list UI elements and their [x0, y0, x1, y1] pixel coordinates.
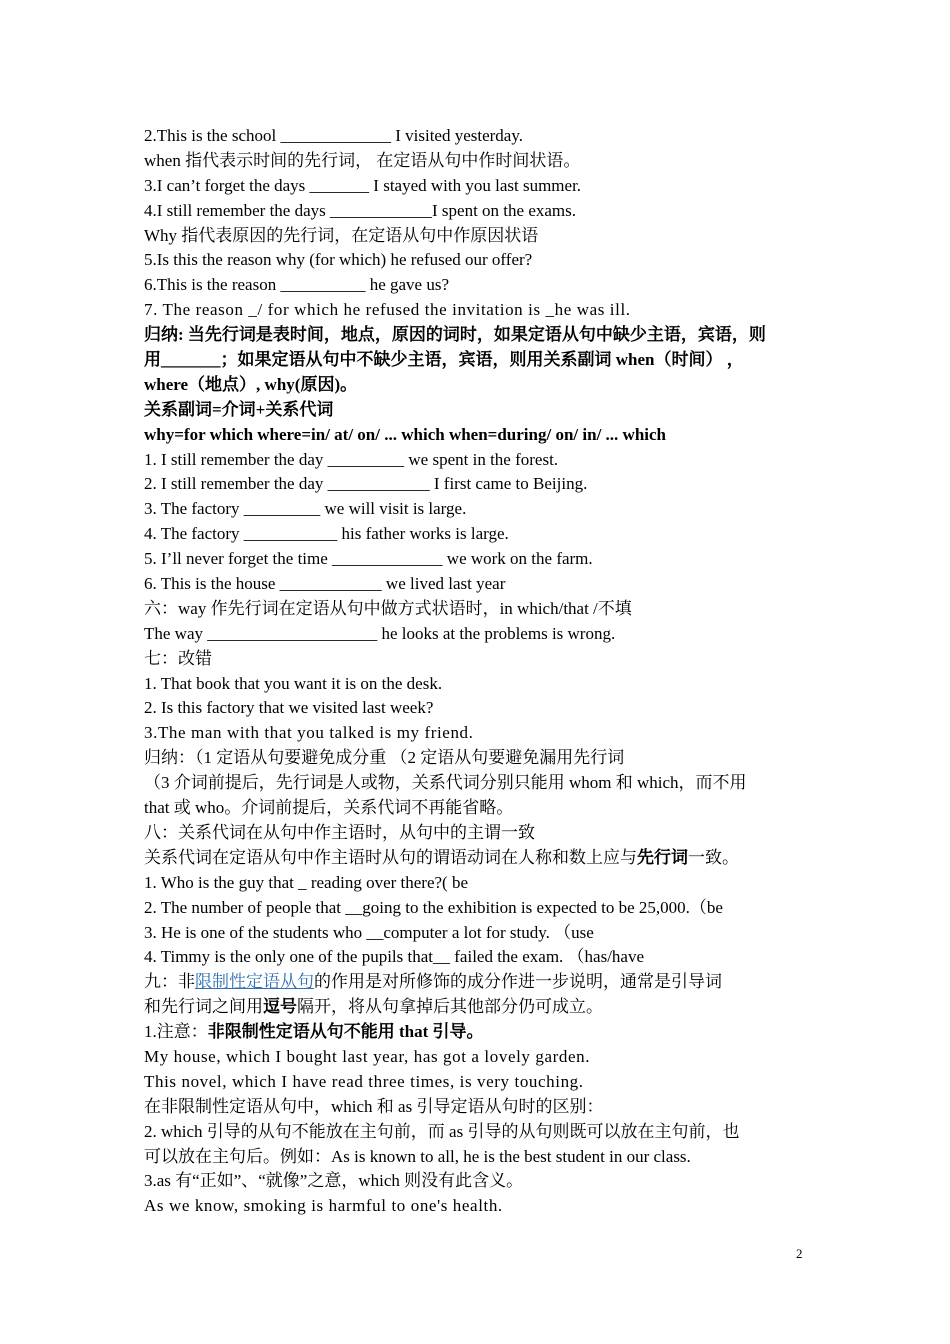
page-number: 2: [796, 1246, 803, 1261]
exercise-line: 6. This is the house ____________ we lived last year: [144, 574, 506, 594]
summary-line: 用_______；如果定语从句中不缺少主语，宾语，则用关系副词 when（时间） ，: [144, 350, 744, 370]
agreement-rule-part: 一致。: [688, 847, 739, 867]
nonrestrictive-clause-link[interactable]: 限制性定语从句: [195, 972, 314, 992]
text-line: 3.as 有“正如”、“就像”之意，which 则没有此含义。: [144, 1171, 524, 1191]
section-heading: 六：way 作先行词在定语从句中做方式状语时，in which/that /不填: [144, 598, 632, 618]
summary-line: that 或 who。介词前提后，关系代词不再能省略。: [144, 798, 514, 818]
summary-line: 归纳: 当先行词是表时间，地点，原因的词时，如果定语从句中缺少主语，宾语，则: [144, 325, 766, 345]
text-part: 和先行词之间用: [144, 997, 263, 1017]
text-line: 2. which 引导的从句不能放在主句前，而 as 引导的从句则既可以放在主句前，也: [144, 1121, 740, 1141]
exercise-line: 5. I’ll never forget the time _____________ we work on the farm.: [144, 549, 593, 569]
agreement-rule-line: [144, 846, 814, 871]
exercise-line: 3.The man with that you talked is my friend.: [144, 723, 474, 743]
example-line: This novel, which I have read three times, is very touching.: [144, 1071, 584, 1091]
text-part: 隔开，将从句拿掉后其他部分仍可成立。: [297, 997, 603, 1017]
exercise-line: 2. Is this factory that we visited last week?: [144, 698, 434, 718]
text-line: 5.Is this the reason why (for which) he refused our offer?: [144, 250, 533, 270]
example-line: My house, which I bought last year, has got a lovely garden.: [144, 1046, 591, 1066]
section-heading: 关系副词=介词+关系代词: [144, 399, 334, 419]
exercise-line: 4. The factory ___________ his father works is large.: [144, 524, 509, 544]
summary-line: where（地点）, why(原因)。: [144, 374, 358, 394]
note-line: [144, 1020, 814, 1045]
exercise-line: 2. The number of people that __going to the exhibition is expected to be 25,000.（be: [144, 897, 723, 917]
summary-line: （3 介词前提后，先行词是人或物，关系代词分别只能用 whom 和 which，而不用: [144, 773, 747, 793]
summary-line: 归纳：（1 定语从句要避免成分重 （2 定语从句要避免漏用先行词: [144, 748, 625, 768]
text-line: 4.I still remember the days ____________I spent on the exams.: [144, 200, 576, 220]
note-prefix: 1.注意：: [144, 1022, 208, 1042]
note-bold: 非限制性定语从句不能用 that 引导。: [207, 1022, 484, 1042]
exercise-line: 4. Timmy is the only one of the pupils that__ failed the exam. （has/have: [144, 947, 645, 967]
section-heading: 七：改错: [144, 648, 212, 668]
agreement-rule-part: 关系代词在定语从句中作主语时从句的谓语动词在人称和数上应与: [144, 847, 637, 867]
heading-prefix: 九：非: [144, 972, 195, 992]
text-line: Why 指代表原因的先行词，在定语从句中作原因状语: [144, 225, 539, 245]
text-line: 3.I can’t forget the days _______ I stayed with you last summer.: [144, 175, 582, 195]
page-content: [144, 124, 814, 1219]
text-line: 2.This is the school _____________ I visited yesterday.: [144, 126, 523, 145]
exercise-line: The way ____________________ he looks at the problems is wrong.: [144, 623, 616, 643]
exercise-line: 2. I still remember the day ____________ I first came to Beijing.: [144, 474, 588, 494]
formula-line: why=for which where=in/ at/ on/ ... which when=during/ on/ in/ ... which: [144, 424, 666, 444]
exercise-line: 1. Who is the guy that _ reading over there?( be: [144, 872, 468, 892]
text-line: [144, 995, 814, 1020]
exercise-line: 1. That book that you want it is on the desk.: [144, 673, 443, 693]
text-line: when 指代表示时间的先行词， 在定语从句中作时间状语。: [144, 150, 581, 170]
text-line: 6.This is the reason __________ he gave us?: [144, 275, 449, 295]
text-bold: 逗号: [263, 997, 297, 1017]
heading-suffix: 的作用是对所修饰的成分作进一步说明，通常是引导词: [314, 972, 722, 992]
text-line: 在非限制性定语从句中，which 和 as 引导定语从句时的区别：: [144, 1096, 604, 1116]
section-heading: [144, 970, 814, 995]
exercise-line: 3. The factory _________ we will visit is large.: [144, 499, 467, 519]
exercise-line: 3. He is one of the students who __computer a lot for study. （use: [144, 922, 594, 942]
agreement-rule-bold: 先行词: [637, 847, 688, 867]
example-line: As we know, smoking is harmful to one's health.: [144, 1196, 503, 1216]
text-line: 7. The reason _/ for which he refused the invitation is _he was ill.: [144, 300, 631, 320]
text-line: 可以放在主句后。例如：As is known to all, he is the best student in our class.: [144, 1146, 691, 1166]
section-heading: 八：关系代词在从句中作主语时，从句中的主谓一致: [144, 822, 535, 842]
exercise-line: 1. I still remember the day _________ we spent in the forest.: [144, 449, 559, 469]
